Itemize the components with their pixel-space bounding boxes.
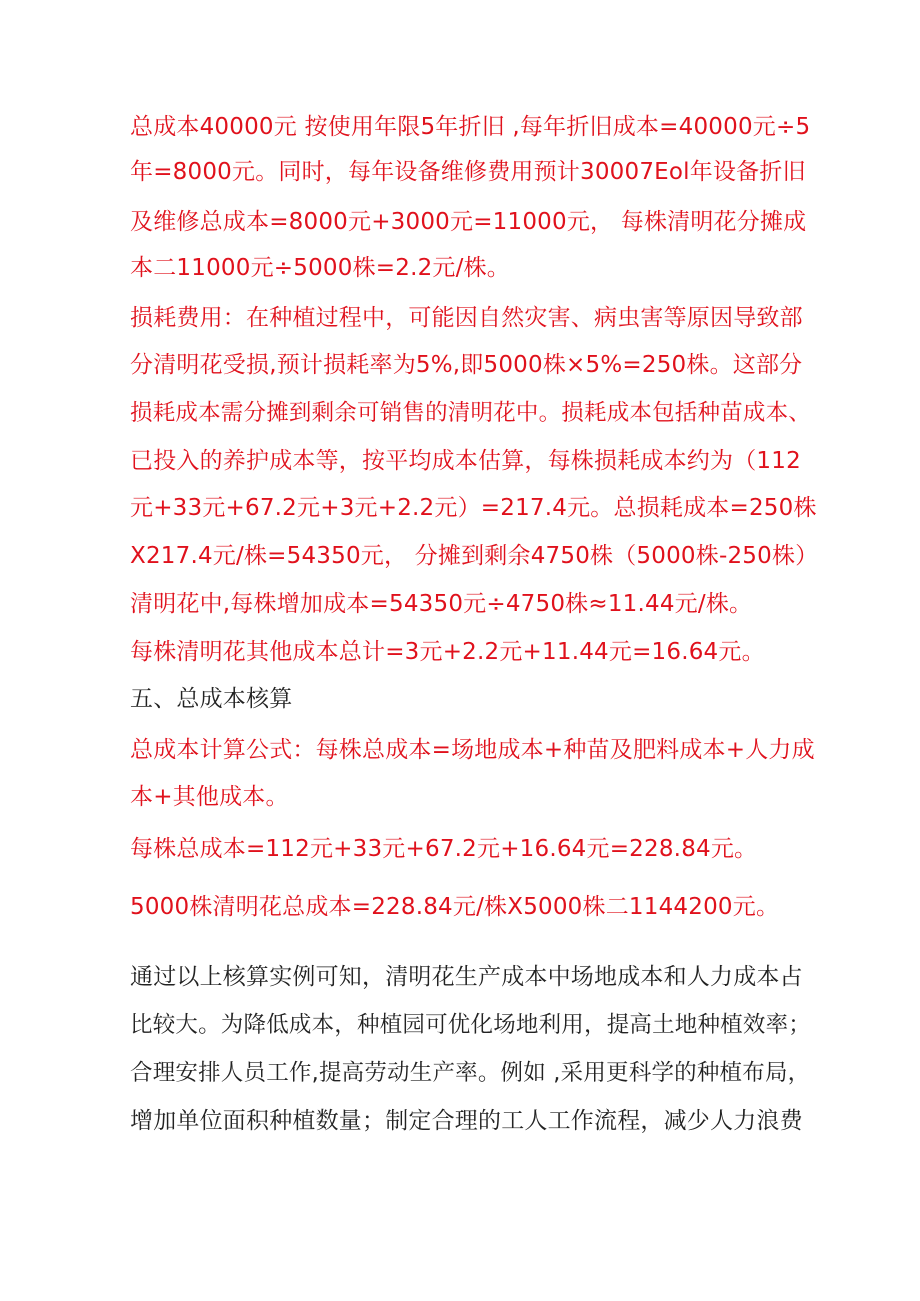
text-line-4: 本二11000元÷5000株=2.2元/株。 — [130, 255, 510, 281]
section-heading: 五、总成本核算 — [130, 686, 293, 712]
text-line-6: 分清明花受损,预计损耗率为5%,即5000株×5%=250株。这部分 — [130, 352, 803, 378]
text-line-15: 本+其他成本。 — [130, 784, 289, 810]
text-line-5: 损耗费用：在种植过程中，可能因自然灾害、病虫害等原因导致部 — [130, 305, 803, 331]
text-line-14: 总成本计算公式：每株总成本=场地成本+种苗及肥料成本+人力成 — [130, 737, 815, 763]
text-line-17: 5000株清明花总成本=228.84元/株X5000株二1144200元。 — [130, 894, 780, 920]
text-line-7: 损耗成本需分摊到剩余可销售的清明花中。损耗成本包括种苗成本、 — [130, 400, 812, 426]
text-line-10: X217.4元/株=54350元， 分摊到剩余4750株（5000株-250株） — [130, 543, 819, 569]
text-line-8: 已投入的养护成本等，按平均成本估算，每株损耗成本约为（112 — [130, 448, 801, 474]
text-line-9: 元+33元+67.2元+3元+2.2元）=217.4元。总损耗成本=250株 — [130, 495, 817, 521]
conclusion-line-3: 合理安排人员工作,提高劳动生产率。例如 ,采用更科学的种植布局， — [130, 1060, 811, 1086]
text-line-1: 总成本40000元 按使用年限5年折旧 ,每年折旧成本=40000元÷5 — [130, 114, 811, 140]
conclusion-line-2: 比较大。为降低成本，种植园可优化场地利用，提高土地种植效率； — [130, 1012, 812, 1038]
text-line-11: 清明花中,每株增加成本=54350元÷4750株≈11.44元/株。 — [130, 591, 753, 617]
conclusion-line-4: 增加单位面积种植数量；制定合理的工人工作流程，减少人力浪费 — [130, 1108, 803, 1134]
conclusion-line-1: 通过以上核算实例可知，清明花生产成本中场地成本和人力成本占 — [130, 964, 803, 990]
text-line-12: 每株清明花其他成本总计=3元+2.2元+11.44元=16.64元。 — [130, 639, 765, 665]
text-line-3: 及维修总成本=8000元+3000元=11000元， 每株清明花分摊成 — [130, 209, 807, 235]
text-line-16: 每株总成本=112元+33元+67.2元+16.64元=228.84元。 — [130, 836, 758, 862]
text-line-2: 年=8000元。同时，每年设备维修费用预计30007Eol年设备折旧 — [130, 159, 806, 185]
